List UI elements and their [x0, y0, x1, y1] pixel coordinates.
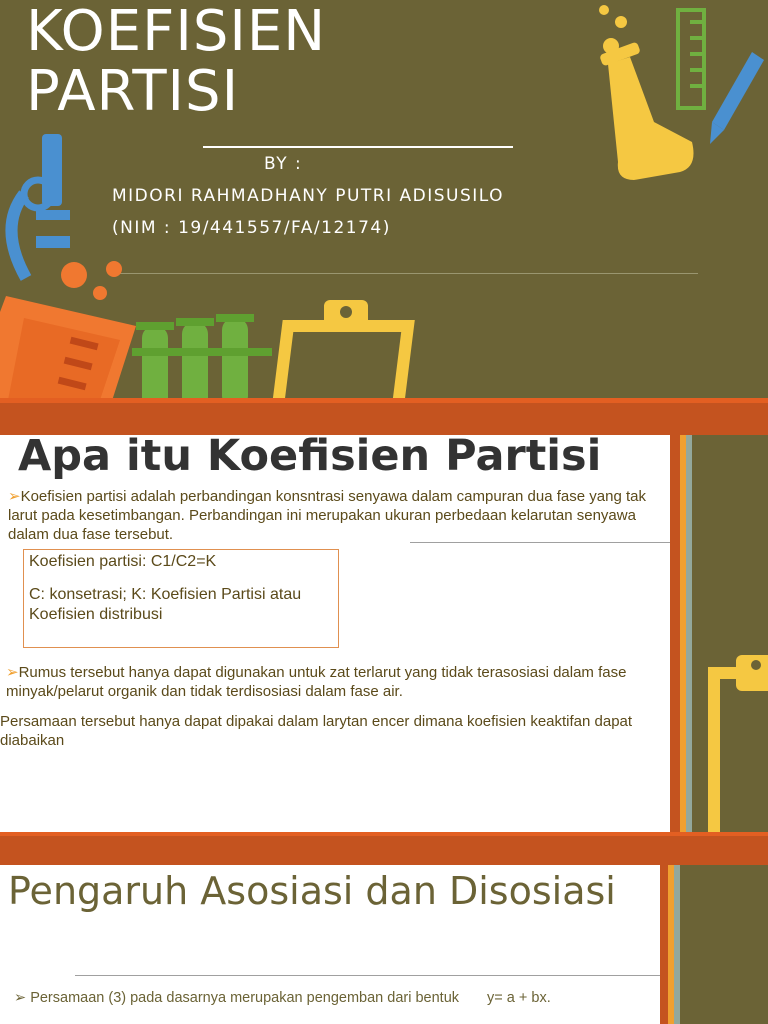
divider-line	[75, 975, 660, 976]
title-slide	[0, 0, 768, 435]
bottom-band	[0, 403, 768, 435]
content-slide-2	[0, 865, 768, 1024]
divider-line	[410, 542, 670, 543]
beaker-icon	[0, 282, 140, 407]
slide-title	[26, 2, 326, 122]
content-slide	[0, 435, 768, 865]
paragraph-condition	[6, 663, 656, 701]
by-label: BY :	[264, 154, 303, 174]
pencil-icon	[704, 48, 768, 148]
paragraph-text: Rumus tersebut hanya dapat digunakan untuk zat terlarut yang tidak terasosiasi dalam fase minyak/pelarut organik dan tidak terdisosiasi dalam fase air.	[6, 664, 627, 700]
bullet-arrow-icon: ➢	[8, 488, 21, 505]
paragraph-note: Persamaan tersebut hanya dapat dipakai dalam larytan encer dimana koefisien keaktifan dapat diabaikan	[0, 713, 633, 749]
side-stripe-orange	[660, 865, 668, 1024]
side-stripe-gray	[674, 865, 680, 1024]
student-id: (NIM : 19/441557/FA/12174)	[112, 218, 391, 238]
side-stripe-orange	[670, 435, 680, 832]
clipboard-icon	[268, 296, 418, 406]
paragraph-text: Koefisien partisi adalah perbandingan konsntrasi senyawa dalam campuran dua fase yang tak larut pada kesetimbangan. Perbandingan ini merupakan ukuran perbedaan kelarutan senyawa dalam dua fase tersebut.	[8, 488, 646, 543]
title-line-2: PARTISI	[26, 59, 240, 124]
formula-legend: C: konsetrasi; K: Koefisien Partisi atau Koefisien distribusi	[29, 586, 302, 623]
formula-text: Koefisien partisi: C1/C2=K	[29, 553, 217, 570]
divider-line-2	[112, 273, 698, 274]
author-name: MIDORI RAHMADHANY PUTRI ADISUSILO	[112, 186, 505, 206]
divider-line	[203, 146, 513, 148]
clipboard-icon	[700, 651, 768, 851]
bullet-arrow-icon: ➢	[14, 990, 27, 1006]
paragraph-definition	[8, 487, 656, 544]
side-stripe-gray	[686, 435, 692, 832]
paragraph-text: Persamaan (3) pada dasarnya merupakan pengemban dari bentuk	[30, 990, 460, 1006]
paragraph-equation	[14, 989, 654, 1008]
ruler-icon	[676, 8, 706, 110]
slide-title: Pengaruh Asosiasi dan Disosiasi	[8, 869, 616, 913]
test-tubes-icon	[132, 312, 282, 407]
formula-text: y= a + bx.	[487, 990, 551, 1006]
bullet-arrow-icon: ➢	[6, 664, 19, 681]
bottom-band	[0, 832, 768, 865]
slide-title: Apa itu Koefisien Partisi	[18, 435, 602, 481]
title-line-1: KOEFISIEN	[26, 0, 327, 64]
band-highlight	[0, 832, 768, 836]
